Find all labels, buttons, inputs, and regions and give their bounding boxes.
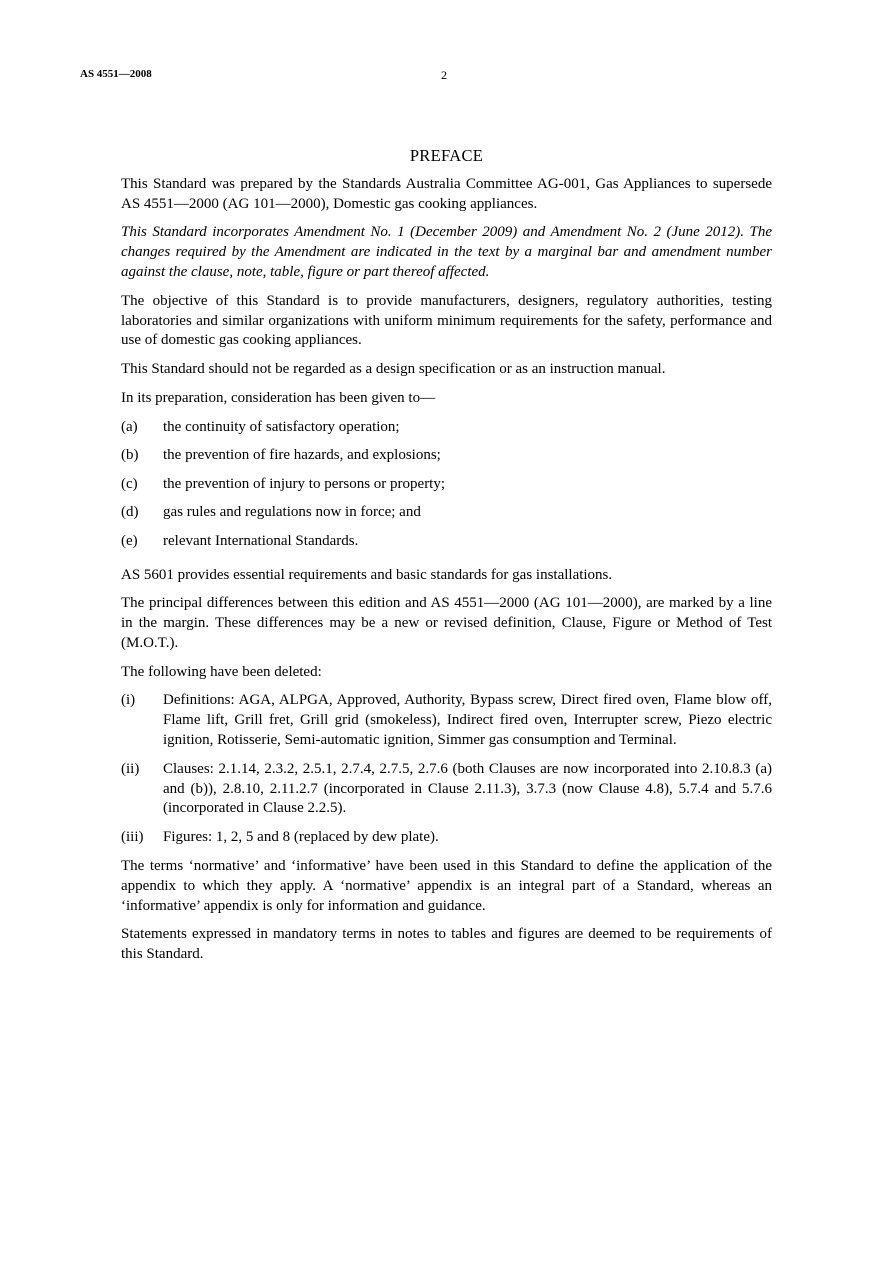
page-number: 2 [441,68,447,82]
list-marker: (ii) [121,760,140,777]
running-head-document-id: AS 4551—2008 [80,68,152,80]
list-marker: (c) [121,475,138,492]
list-item-text: Figures: 1, 2, 5 and 8 (replaced by dew plate). [163,829,439,846]
paragraph-consideration-lead: In its preparation, consideration has been given to— [121,389,436,406]
paragraph-prepared-by: This Standard was prepared by the Standards Australia Committee AG-001, Gas Appliances to supersede AS 4551—2000 (AG 101—2000), Domestic gas cooking appliances. [121,175,772,212]
list-marker: (d) [121,504,139,521]
list-item-text: the continuity of satisfactory operation; [163,418,400,435]
paragraph-normative-informative: The terms ‘normative’ and ‘informative’ have been used in this Standard to define the application of the appendix to which they apply. A ‘normative’ appendix is an integral part of a Standard, whereas an ‘informative’ appendix is only for information and guidance. [121,858,772,914]
list-item [121,503,772,523]
list-marker: (e) [121,532,138,549]
list-item-text: the prevention of injury to persons or property; [163,475,446,492]
list-item-text: Clauses: 2.1.14, 2.3.2, 2.5.1, 2.7.4, 2.7.5, 2.7.6 (both Clauses are now incorporated into 2.10.8.3 (a) and (b)), 2.8.10, 2.11.2.7 (incorporated in Clause 2.11.3), 3.7.3 (now Clause 4.8), 5.7.4 and 5.7.6 (incorporated in Clause 2.2.5). [163,760,772,817]
list-item [121,532,772,552]
list-item [121,475,772,495]
list-marker: (b) [121,447,139,464]
list-item-text: the prevention of fire hazards, and explosions; [163,447,441,464]
list-item [121,446,772,466]
list-item-text: Definitions: AGA, ALPGA, Approved, Authority, Bypass screw, Direct fired oven, Flame blow off, Flame lift, Grill fret, Grill grid (smokeless), Indirect fired oven, Interrupter screw, Piezo electric ignition, Rotisserie, Semi-automatic ignition, Simmer gas consumption and Terminal. [163,692,772,749]
list-marker: (a) [121,418,138,435]
paragraph-deleted-lead: The following have been deleted: [121,663,322,680]
list-item [121,828,772,848]
list-marker: (iii) [121,829,144,846]
paragraph-not-design-spec: This Standard should not be regarded as a design specification or as an instruction manual. [121,361,666,378]
deletions-list [121,691,772,848]
list-marker: (i) [121,692,136,709]
paragraph-objective: The objective of this Standard is to provide manufacturers, designers, regulatory authorities, testing laboratories and similar organizations with uniform minimum requirements for the safety, performance and use of domestic gas cooking appliances. [121,292,772,349]
list-item [121,760,772,819]
page-title: PREFACE [409,146,484,165]
list-item-text: gas rules and regulations now in force; and [163,504,421,521]
list-item [121,691,772,750]
page-content [121,146,772,974]
list-item-text: relevant International Standards. [163,532,359,549]
list-item [121,418,772,438]
paragraph-amendments: This Standard incorporates Amendment No. 1 (December 2009) and Amendment No. 2 (June 2012). The changes required by the Amendment are indicated in the text by a marginal bar and amendment number against the clause, note, table, figure or part thereof affected. [121,224,772,280]
considerations-list [121,418,772,552]
paragraph-as5601: AS 5601 provides essential requirements and basic standards for gas installations. [121,566,613,583]
paragraph-mandatory-terms: Statements expressed in mandatory terms in notes to tables and figures are deemed to be requirements of this Standard. [121,926,772,963]
paragraph-principal-differences: The principal differences between this edition and AS 4551—2000 (AG 101—2000), are marked by a line in the margin. These differences may be a new or revised definition, Clause, Figure or Method of Test (M.O.T.). [121,595,772,651]
